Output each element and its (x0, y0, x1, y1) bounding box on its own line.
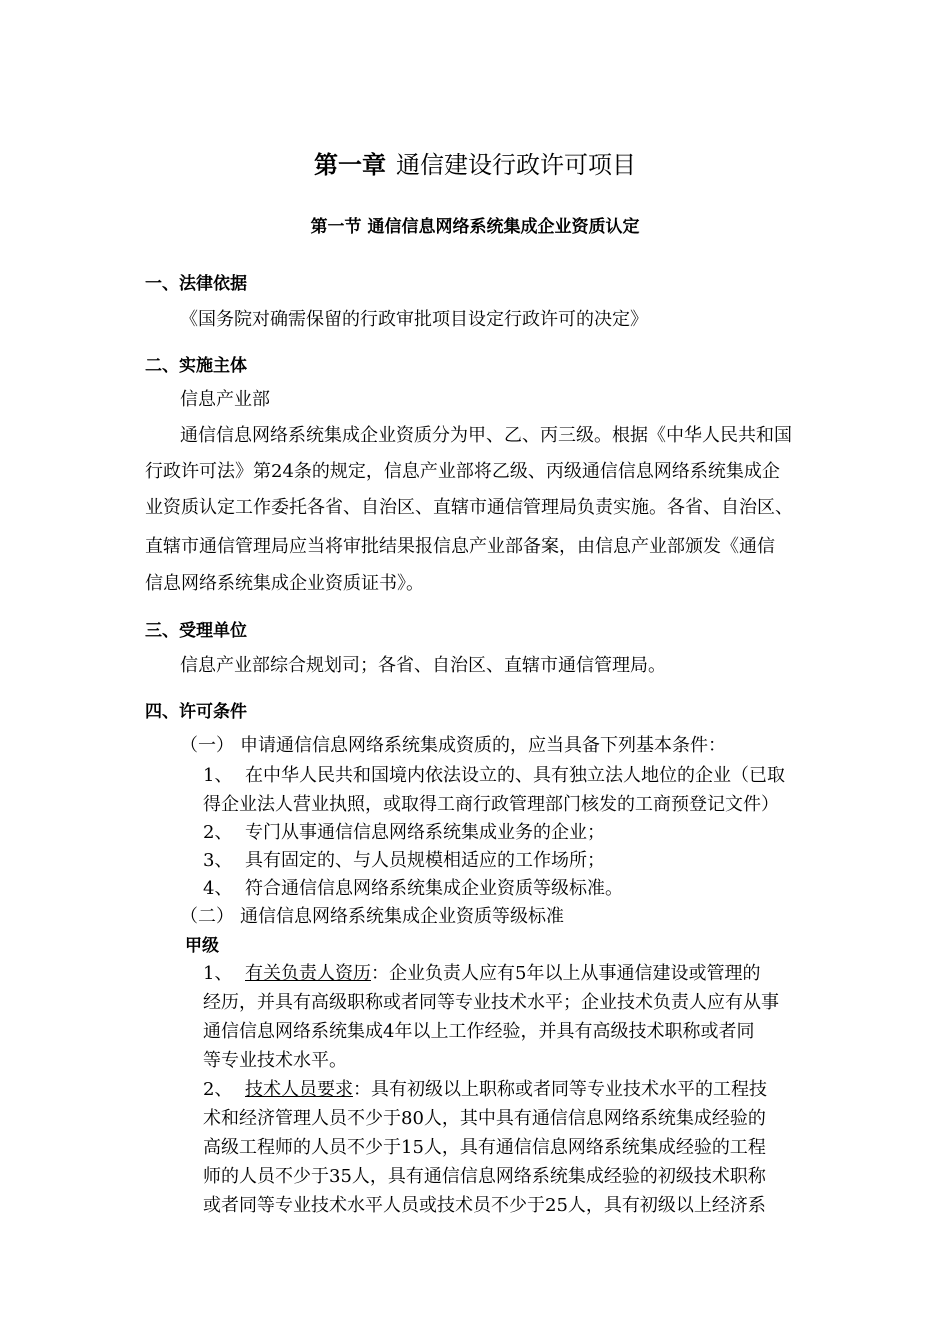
section-title: 第一节 通信信息网络系统集成企业资质认定 (310, 217, 640, 237)
paragraph-line: 直辖市通信管理局应当将审批结果报信息产业部备案，由信息产业部颁发《通信 (145, 536, 775, 557)
condition-marker: （一） (180, 735, 234, 756)
heading-license-conditions: 四、许可条件 (145, 702, 247, 722)
item-text: ：企业负责人应有5年以上从事通信建设或管理的 (371, 963, 761, 984)
accepting-unit-text: 信息产业部综合规划司；各省、自治区、直辖市通信管理局。 (180, 655, 666, 676)
grade-item-line: 术和经济管理人员不少于80人，其中具有通信信息网络系统集成经验的 (203, 1108, 766, 1129)
item-number: 2、 (203, 822, 233, 843)
grade-item-line: 经历，并具有高级职称或者同等专业技术水平；企业技术负责人应有从事 (203, 992, 779, 1013)
paragraph-line: 通信信息网络系统集成企业资质分为甲、乙、丙三级。根据《中华人民共和国 (180, 425, 792, 446)
grade-item-line: 通信信息网络系统集成4年以上工作经验，并具有高级技术职称或者同 (203, 1021, 755, 1042)
item-number: 1、 (203, 765, 233, 786)
item-text: 符合通信信息网络系统集成企业资质等级标准。 (245, 878, 623, 899)
item-number: 2、 (203, 1079, 233, 1100)
paragraph-line: 信息网络系统集成企业资质证书》。 (145, 573, 424, 594)
heading-accepting-unit: 三、受理单位 (145, 621, 247, 641)
paragraph-line: 业资质认定工作委托各省、自治区、直辖市通信管理局负责实施。各省、自治区、 (145, 497, 793, 518)
grade-item-line: 等专业技术水平。 (203, 1050, 347, 1071)
chapter-label: 第一章 (314, 151, 386, 179)
item-number: 1、 (203, 963, 233, 984)
chapter-heading (0, 150, 950, 180)
grade-item-line: 师的人员不少于35人，具有通信信息网络系统集成经验的初级技术职称 (203, 1166, 766, 1187)
chapter-title: 通信建设行政许可项目 (396, 151, 636, 179)
item-number: 3、 (203, 850, 233, 871)
list-item (203, 849, 605, 873)
grade-item-line: 或者同等专业技术水平人员或技术员不少于25人，具有初级以上经济系 (203, 1195, 766, 1216)
condition-1 (180, 734, 726, 758)
list-item-continuation: 得企业法人营业执照，或取得工商行政管理部门核发的工商预登记文件） (203, 794, 779, 815)
grade-item (203, 962, 760, 986)
item-text: 具有固定的、与人员规模相适应的工作场所； (245, 850, 605, 871)
grade-item (203, 1078, 767, 1102)
heading-legal-basis: 一、法律依据 (145, 274, 247, 294)
list-item (203, 821, 605, 845)
heading-implementing-body: 二、实施主体 (145, 356, 247, 376)
paragraph-line: 行政许可法》第24条的规定，信息产业部将乙级、丙级通信信息网络系统集成企 (145, 461, 780, 482)
condition-text: 申请通信信息网络系统集成资质的，应当具备下列基本条件： (240, 735, 726, 756)
implementing-body-name: 信息产业部 (180, 389, 270, 410)
condition-2 (180, 905, 564, 929)
condition-marker: （二） (180, 906, 234, 927)
item-text: 专门从事通信信息网络系统集成业务的企业； (245, 822, 605, 843)
list-item (203, 877, 623, 901)
list-item (203, 764, 785, 788)
item-label: 技术人员要求 (245, 1079, 353, 1100)
item-text: ：具有初级以上职称或者同等专业技术水平的工程技 (353, 1079, 767, 1100)
grade-item-line: 高级工程师的人员不少于15人，具有通信信息网络系统集成经验的工程 (203, 1137, 766, 1158)
grade-heading: 甲级 (185, 936, 219, 956)
item-number: 4、 (203, 878, 233, 899)
condition-text: 通信信息网络系统集成企业资质等级标准 (240, 906, 564, 927)
item-label: 有关负责人资历 (245, 963, 371, 984)
item-text: 在中华人民共和国境内依法设立的、具有独立法人地位的企业（已取 (245, 765, 785, 786)
legal-basis-text: 《国务院对确需保留的行政审批项目设定行政许可的决定》 (180, 309, 648, 330)
